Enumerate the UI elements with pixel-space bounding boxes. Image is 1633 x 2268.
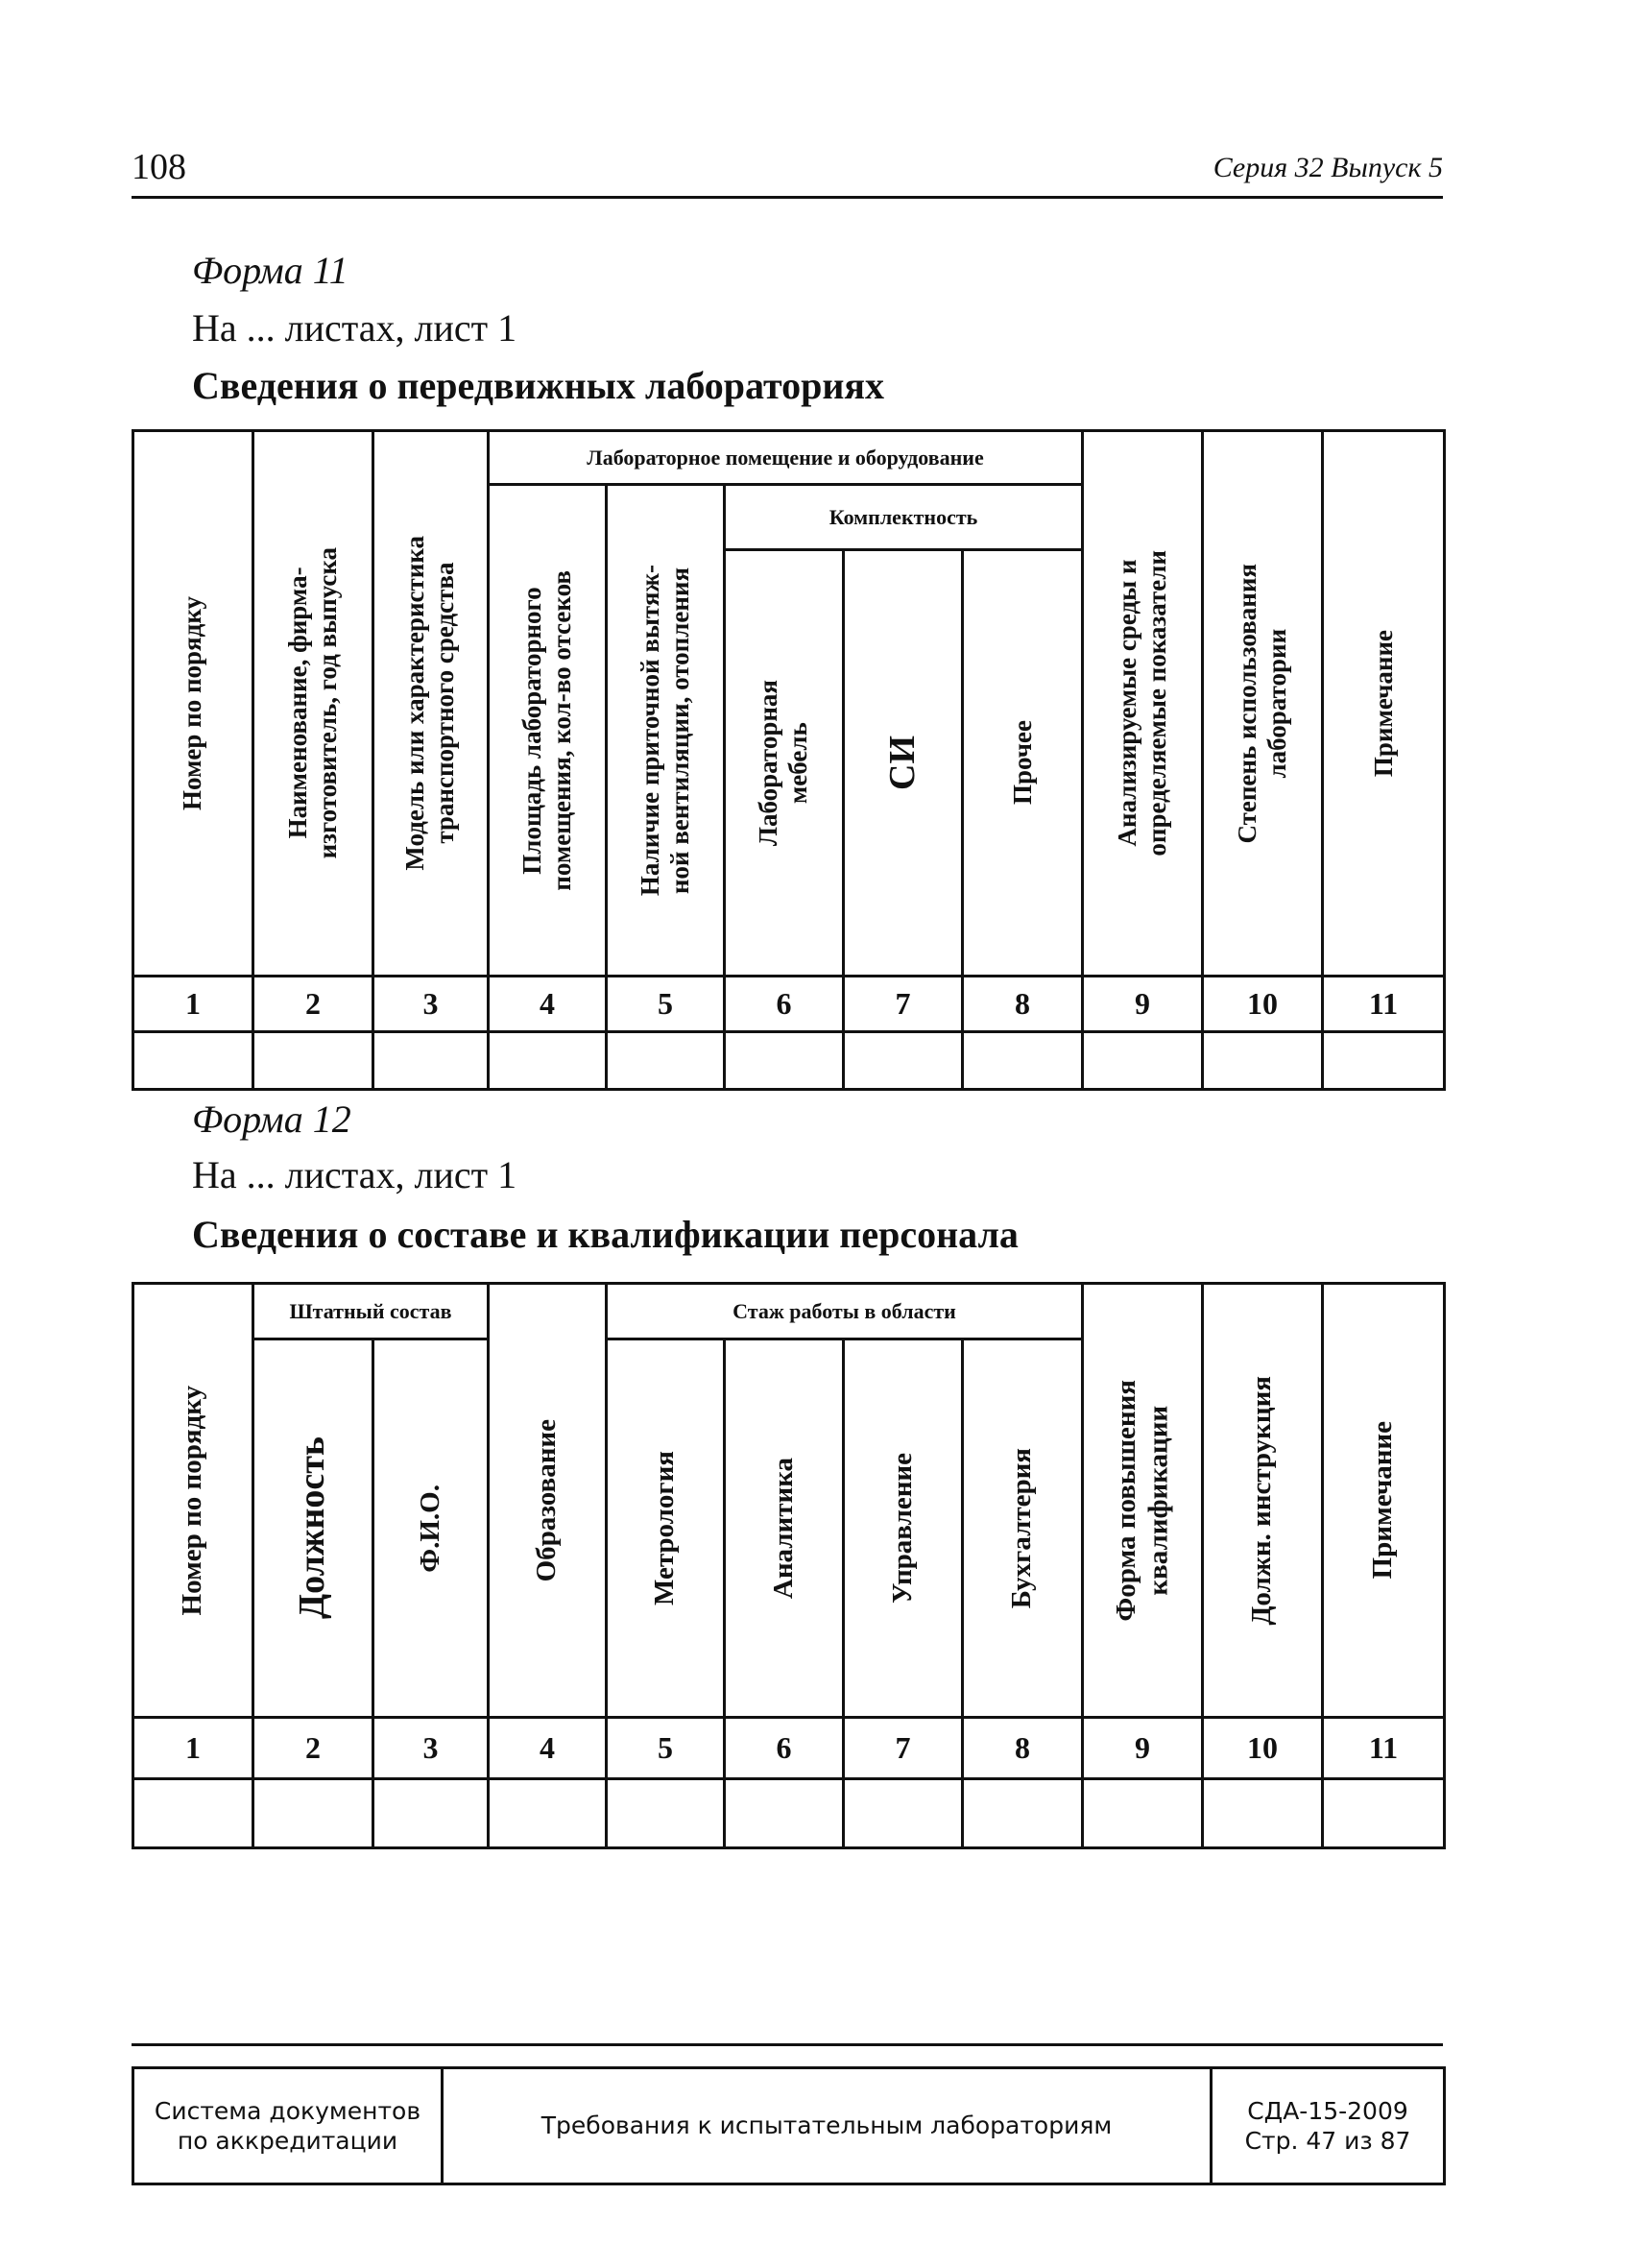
form12-label: Форма 12: [192, 1098, 351, 1141]
header-rule: [132, 196, 1443, 199]
f12-num-cell: 11: [1323, 1718, 1445, 1779]
f12-col-education: Образование: [489, 1284, 607, 1718]
f11-num-cell: 5: [607, 977, 725, 1032]
f11-num-cell: 6: [725, 977, 844, 1032]
f11-num-cell: 1: [133, 977, 253, 1032]
f12-empty-cell: [133, 1779, 253, 1848]
f12-empty-row: [133, 1779, 1445, 1848]
form12-table: [132, 1282, 1446, 1849]
f11-empty-cell: [489, 1032, 607, 1090]
f11-empty-cell: [607, 1032, 725, 1090]
f12-empty-cell: [373, 1779, 489, 1848]
f11-col-model: Модель или характеристика транспортного средства: [373, 431, 489, 977]
footer-title: Требования к испытательным лабораториям: [443, 2068, 1212, 2184]
f12-num-cell: 5: [607, 1718, 725, 1779]
f12-empty-cell: [489, 1779, 607, 1848]
f11-empty-cell: [844, 1032, 963, 1090]
f11-group-premises: Лабораторное помещение и оборудование: [489, 431, 1083, 485]
series-label: Серия 32 Выпуск 5: [1213, 152, 1443, 183]
f12-group-staff: Штатный состав: [253, 1284, 489, 1339]
f12-empty-cell: [253, 1779, 373, 1848]
f11-empty-cell: [253, 1032, 373, 1090]
f12-num-cell: 10: [1203, 1718, 1323, 1779]
f12-col-metrology: Метрология: [607, 1339, 725, 1718]
f11-col-number: Номер по порядку: [133, 431, 253, 977]
f12-num-cell: 8: [963, 1718, 1083, 1779]
f11-col-area: Площадь лабораторного помещения, кол-во отсеков: [489, 485, 607, 977]
form12-sheets: На ... листах, лист 1: [192, 1153, 517, 1196]
f11-num-cell: 9: [1083, 977, 1203, 1032]
f11-col-name: Наименование, фирма- изготовитель, год выпуска: [253, 431, 373, 977]
f12-col-analytics: Аналитика: [725, 1339, 844, 1718]
f11-col-ventilation: Наличие приточной вытяж- ной вентиляции, отопления: [607, 485, 725, 977]
f11-num-cell: 4: [489, 977, 607, 1032]
f11-col-note: Примечание: [1323, 431, 1445, 977]
f12-empty-cell: [607, 1779, 725, 1848]
f11-empty-cell: [725, 1032, 844, 1090]
footer-block: [132, 2066, 1446, 2185]
f11-col-furniture: Лабораторная мебель: [725, 550, 844, 977]
f12-col-training: Форма повышения квалификации: [1083, 1284, 1203, 1718]
f11-empty-cell: [1083, 1032, 1203, 1090]
f11-empty-cell: [1203, 1032, 1323, 1090]
f12-num-cell: 3: [373, 1718, 489, 1779]
f12-num-cell: 6: [725, 1718, 844, 1779]
f11-col-si: СИ: [844, 550, 963, 977]
f11-col-other: Прочее: [963, 550, 1083, 977]
f11-num-cell: 10: [1203, 977, 1323, 1032]
f11-empty-cell: [963, 1032, 1083, 1090]
f12-num-cell: 7: [844, 1718, 963, 1779]
f11-group-completeness: Комплектность: [725, 485, 1083, 550]
f12-num-cell: 2: [253, 1718, 373, 1779]
f12-col-position: Должность: [253, 1339, 373, 1718]
f12-num-cell: 9: [1083, 1718, 1203, 1779]
footer-doc-code: СДА-15-2009 Стр. 47 из 87: [1212, 2068, 1445, 2184]
f11-col-media: Анализируемые среды и определяемые показатели: [1083, 431, 1203, 977]
f11-num-cell: 11: [1323, 977, 1445, 1032]
f12-col-number: Номер по порядку: [133, 1284, 253, 1718]
f12-group-experience: Стаж работы в области: [607, 1284, 1083, 1339]
f12-col-instruction: Должн. инструкция: [1203, 1284, 1323, 1718]
f11-num-cell: 7: [844, 977, 963, 1032]
f11-col-usage: Степень использования лаборатории: [1203, 431, 1323, 977]
f12-empty-cell: [1203, 1779, 1323, 1848]
footer-rule: [132, 2043, 1443, 2046]
form11-sheets: На ... листах, лист 1: [192, 306, 517, 350]
f12-num-cell: 1: [133, 1718, 253, 1779]
f12-col-fio: Ф.И.О.: [373, 1339, 489, 1718]
f12-empty-cell: [844, 1779, 963, 1848]
f11-empty-cell: [1323, 1032, 1445, 1090]
form12-heading: Сведения о составе и квалификации персонала: [192, 1213, 1019, 1256]
form11-label: Форма 11: [192, 249, 348, 292]
f11-num-cell: 2: [253, 977, 373, 1032]
footer-system: Система документов по аккредитации: [133, 2068, 443, 2184]
f11-empty-cell: [133, 1032, 253, 1090]
f12-empty-cell: [725, 1779, 844, 1848]
f12-col-management: Управление: [844, 1339, 963, 1718]
f12-num-cell: 4: [489, 1718, 607, 1779]
f11-num-cell: 3: [373, 977, 489, 1032]
f11-empty-row: [133, 1032, 1445, 1090]
f12-col-note: Примечание: [1323, 1284, 1445, 1718]
f12-empty-cell: [963, 1779, 1083, 1848]
f11-empty-cell: [373, 1032, 489, 1090]
f12-col-accounting: Бухгалтерия: [963, 1339, 1083, 1718]
f12-empty-cell: [1083, 1779, 1203, 1848]
f11-num-cell: 8: [963, 977, 1083, 1032]
form11-heading: Сведения о передвижных лабораториях: [192, 364, 885, 407]
page-number: 108: [132, 147, 186, 187]
f12-empty-cell: [1323, 1779, 1445, 1848]
form11-table: [132, 429, 1446, 1091]
